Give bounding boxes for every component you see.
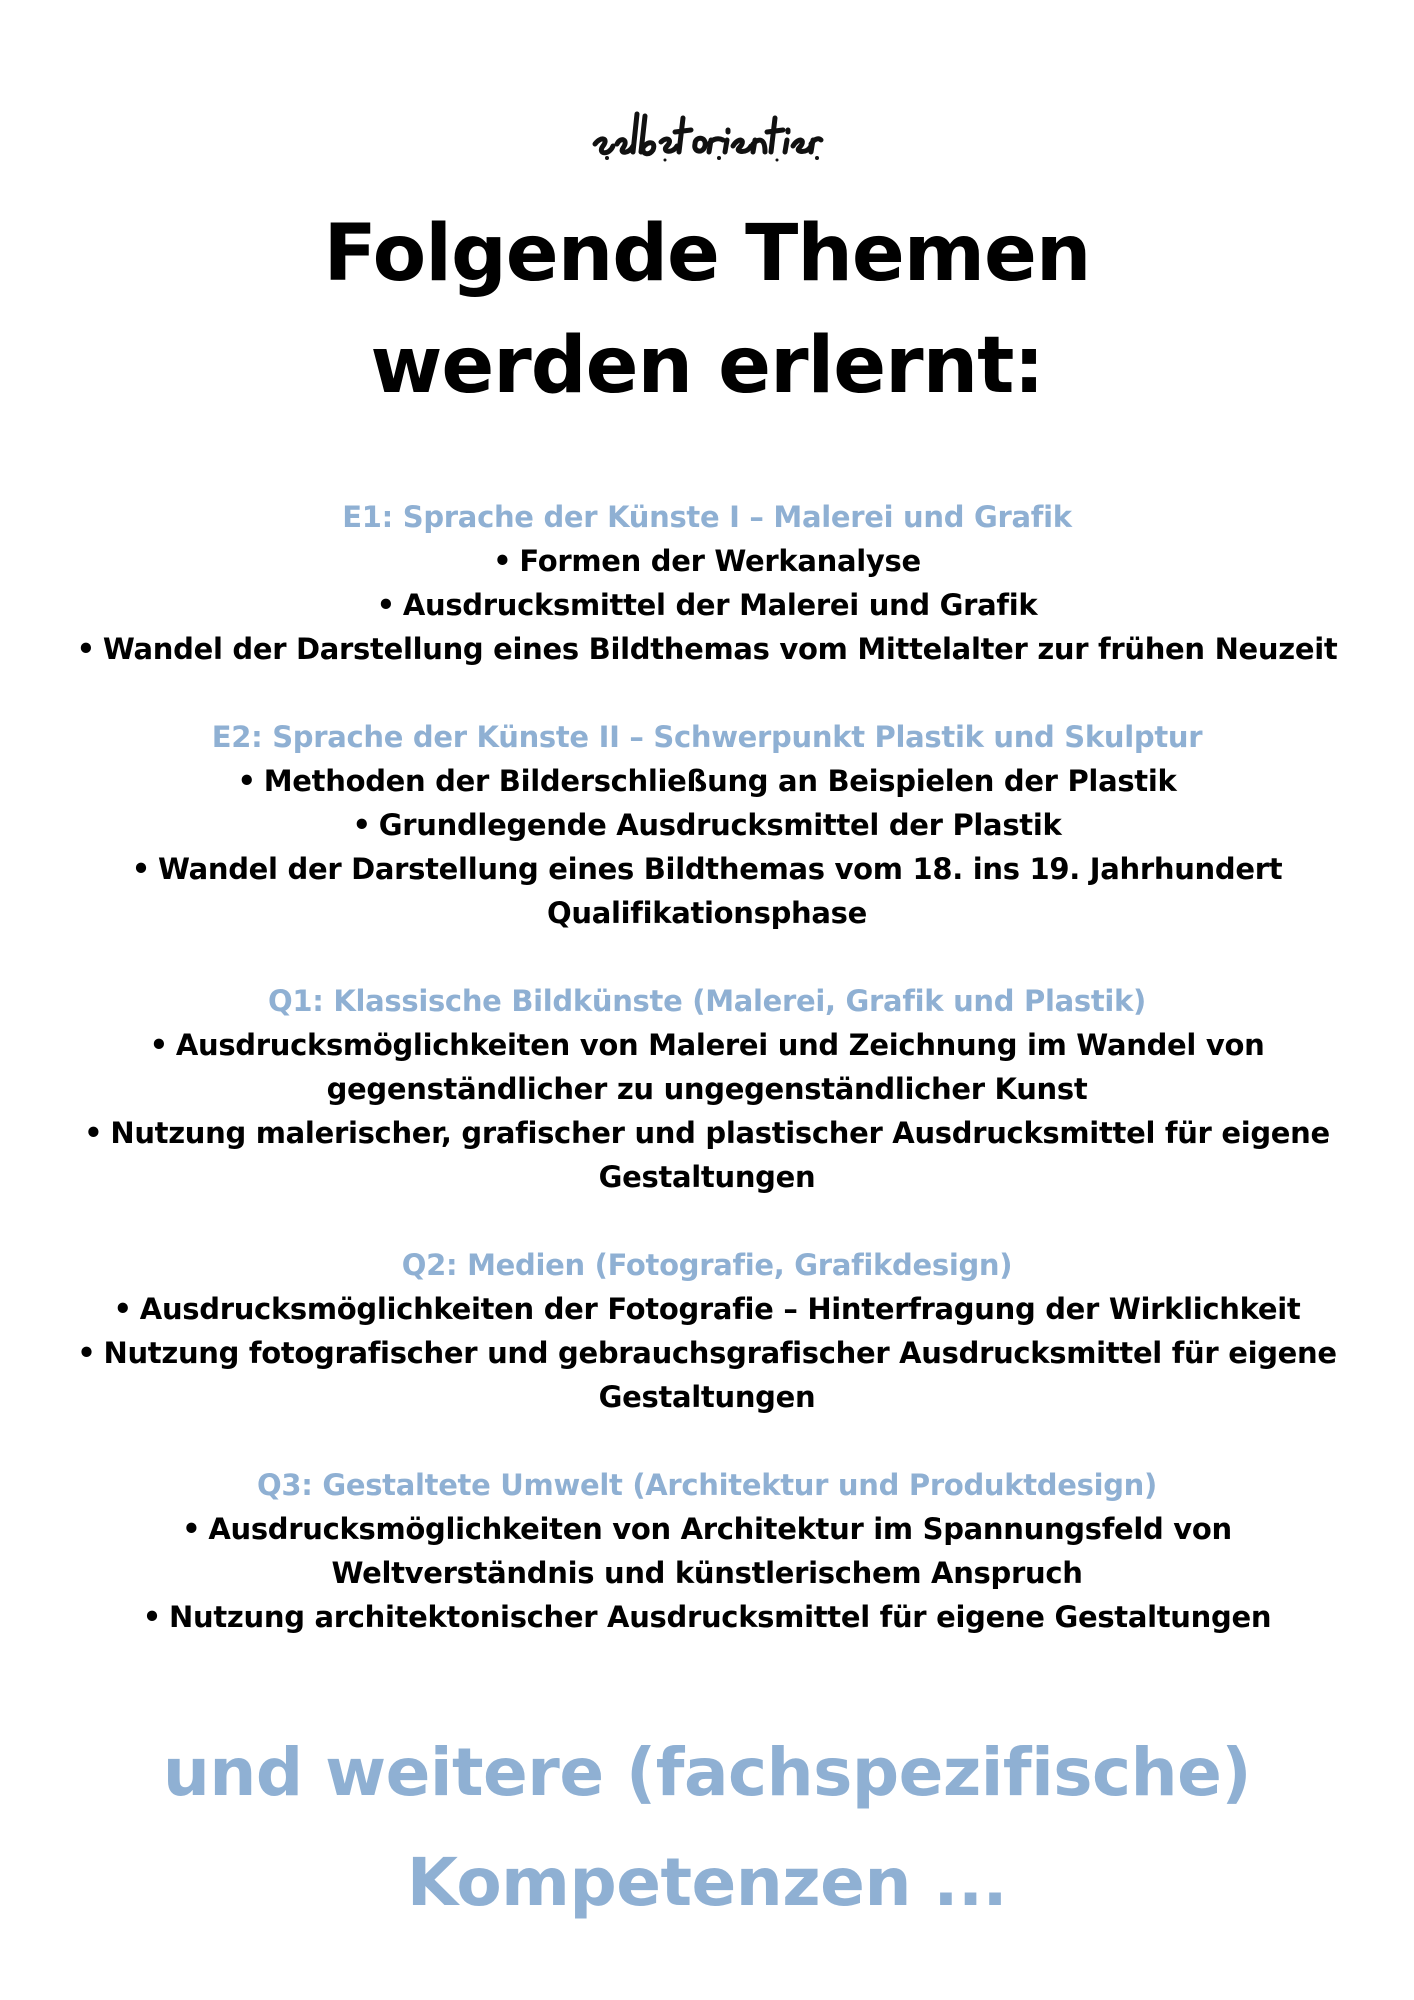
list-item-text: Methoden der Bilderschließung an Beispielen der Plastik xyxy=(263,764,1177,798)
bullet-icon: • xyxy=(77,1336,96,1370)
section-heading: Q2: Medien (Fotografie, Grafikdesign) xyxy=(401,1248,1013,1282)
list-item-text: Formen der Werkanalyse xyxy=(519,544,921,578)
closing-statement xyxy=(0,1718,1414,1938)
list-item xyxy=(60,759,1354,803)
list-item-text: Nutzung fotografischer und gebrauchsgrafischer Ausdrucksmittel für eigene Gestaltungen xyxy=(103,1336,1337,1414)
section-q1 xyxy=(60,979,1354,1199)
bullet-icon: • xyxy=(149,1028,168,1062)
section-heading: E1: Sprache der Künste I – Malerei und Grafik xyxy=(342,500,1072,534)
list-item-text: Ausdrucksmöglichkeiten von Architektur im Spannungsfeld von Weltverständnis und künstlerischem Anspruch xyxy=(208,1512,1232,1590)
section-heading: E2: Sprache der Künste II – Schwerpunkt Plastik und Skulptur xyxy=(211,720,1203,754)
section-e1 xyxy=(60,495,1354,671)
list-item xyxy=(60,1595,1354,1639)
bullet-icon: • xyxy=(84,1116,103,1150)
list-item-text: Nutzung architektonischer Ausdrucksmittel für eigene Gestaltungen xyxy=(169,1600,1272,1634)
bullet-icon: • xyxy=(376,588,395,622)
page-title-line-2: werden erlernt: xyxy=(370,321,1044,411)
bullet-icon: • xyxy=(76,632,95,666)
topics-list xyxy=(60,495,1354,1683)
list-item xyxy=(60,1023,1354,1111)
list-item xyxy=(60,583,1354,627)
section-q2 xyxy=(60,1243,1354,1419)
list-item xyxy=(60,627,1354,671)
bullet-icon: • xyxy=(493,544,512,578)
list-item xyxy=(60,1111,1354,1199)
list-item xyxy=(60,539,1354,583)
section-heading: Q3: Gestaltete Umwelt (Architektur und Produktdesign) xyxy=(257,1468,1157,1502)
list-item-text: Ausdrucksmittel der Malerei und Grafik xyxy=(402,588,1038,622)
list-item xyxy=(60,1507,1354,1595)
list-item-text: Wandel der Darstellung eines Bildthemas vom 18. ins 19. Jahrhundert xyxy=(157,852,1283,886)
section-e2 xyxy=(60,715,1354,935)
list-item xyxy=(60,803,1354,847)
brand-logo xyxy=(0,100,1414,168)
bullet-icon: • xyxy=(237,764,256,798)
list-item-text: Wandel der Darstellung eines Bildthemas vom Mittelalter zur frühen Neuzeit xyxy=(102,632,1338,666)
list-item-text: Ausdrucksmöglichkeiten der Fotografie – Hinterfragung der Wirklichkeit xyxy=(139,1292,1301,1326)
page-title-line-1: Folgende Themen xyxy=(323,209,1091,299)
bullet-icon: • xyxy=(113,1292,132,1326)
phase-label: Qualifikationsphase xyxy=(547,896,867,930)
closing-line-2: Kompetenzen ... xyxy=(406,1844,1008,1921)
section-heading: Q1: Klassische Bildkünste (Malerei, Grafik und Plastik) xyxy=(268,984,1146,1018)
list-item xyxy=(60,1287,1354,1331)
list-item-text: Grundlegende Ausdrucksmittel der Plastik xyxy=(378,808,1062,842)
bullet-icon: • xyxy=(142,1600,162,1634)
list-item xyxy=(60,1331,1354,1419)
list-item-text: Nutzung malerischer, grafischer und plastischer Ausdrucksmittel für eigene Gestaltungen xyxy=(110,1116,1330,1194)
page-title xyxy=(0,198,1414,422)
closing-line-1: und weitere (fachspezifische) xyxy=(162,1734,1252,1811)
section-q3 xyxy=(60,1463,1354,1639)
list-item xyxy=(60,847,1354,891)
bullet-icon: • xyxy=(182,1512,201,1546)
handwritten-logo-icon xyxy=(587,100,827,164)
bullet-icon: • xyxy=(352,808,371,842)
list-item-text: Ausdrucksmöglichkeiten von Malerei und Zeichnung im Wandel von gegenständlicher zu ungegenständlicher Kunst xyxy=(175,1028,1265,1106)
bullet-icon: • xyxy=(131,852,150,886)
